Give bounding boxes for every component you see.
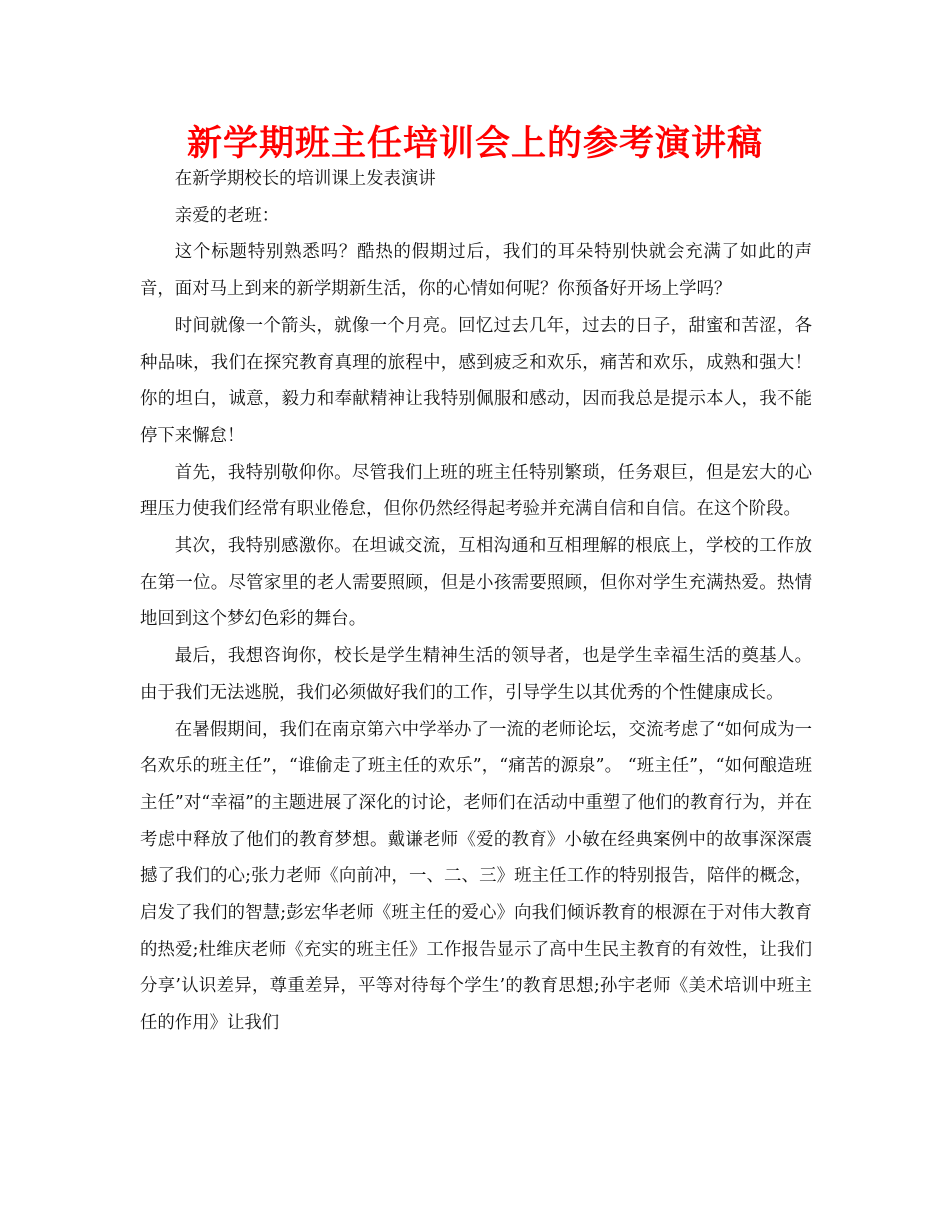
document-body	[140, 161, 812, 1042]
paragraph-time: 时间就像一个箭头，就像一个月亮。回忆过去几年，过去的日子，甜蜜和苦涩，各种品味，我们在探究教育真理的旅程中，感到疲乏和欢乐，痛苦和欢乐，成熟和强大！你的坦白，诚意，毅力和奉献精神让我特别佩服和感动，因而我总是提示本人，我不能停下来懈怠！	[140, 315, 812, 446]
paragraph-second: 其次，我特别感激你。在坦诚交流，互相沟通和互相理解的根底上，学校的工作放在第一位。尽管家里的老人需要照顾，但是小孩需要照顾，但你对学生充满热爱。热情地回到这个梦幻色彩的舞台。	[140, 536, 812, 630]
paragraph-summer-forum: 在暑假期间，我们在南京第六中学举办了一流的老师论坛，交流考虑了“如何成为一名欢乐的班主任”，“谁偷走了班主任的欢乐”，“痛苦的源泉”。 “班主任”，“如何酿造班主任”对“幸福”的主题进展了深化的讨论，老师们在活动中重塑了他们的教育行为，并在考虑中释放了他们的教育梦想。戴谦老师《爱的教育》小敏在经典案例中的故事深深震撼了我们的心;张力老师《向前冲，一、二、三》班主任工作的特别报告，陪伴的概念，启发了我们的智慧;彭宏华老师《班主任的爱心》向我们倾诉教育的根源在于对伟大教育的热爱;杜维庆老师《充实的班主任》工作报告显示了高中生民主教育的有效性，让我们分享’认识差异，尊重差异，平等对待每个学生’的教育思想;孙宇老师《美术培训中班主任的作用》让我们	[140, 719, 812, 1034]
paragraph-salutation: 亲爱的老班：	[174, 205, 280, 226]
paragraph-subtitle: 在新学期校长的培训课上发表演讲	[174, 169, 436, 189]
paragraph-last: 最后，我想咨询你，校长是学生精神生活的领导者，也是学生幸福生活的奠基人。由于我们无法逃脱，我们必须做好我们的工作，引导学生以其优秀的个性健康成长。	[140, 646, 812, 703]
paragraph-intro: 这个标题特别熟悉吗？酷热的假期过后，我们的耳朵特别快就会充满了如此的声音，面对马上到来的新学期新生活，你的心情如何呢？你预备好开场上学吗？	[140, 242, 812, 300]
paragraph-first: 首先，我特别敬仰你。尽管我们上班的班主任特别繁琐，任务艰巨，但是宏大的心理压力使我们经常有职业倦怠，但你仍然经得起考验并充满自信和自信。在这个阶段。	[140, 462, 812, 520]
document-title: 新学期班主任培训会上的参考演讲稿	[186, 124, 763, 164]
